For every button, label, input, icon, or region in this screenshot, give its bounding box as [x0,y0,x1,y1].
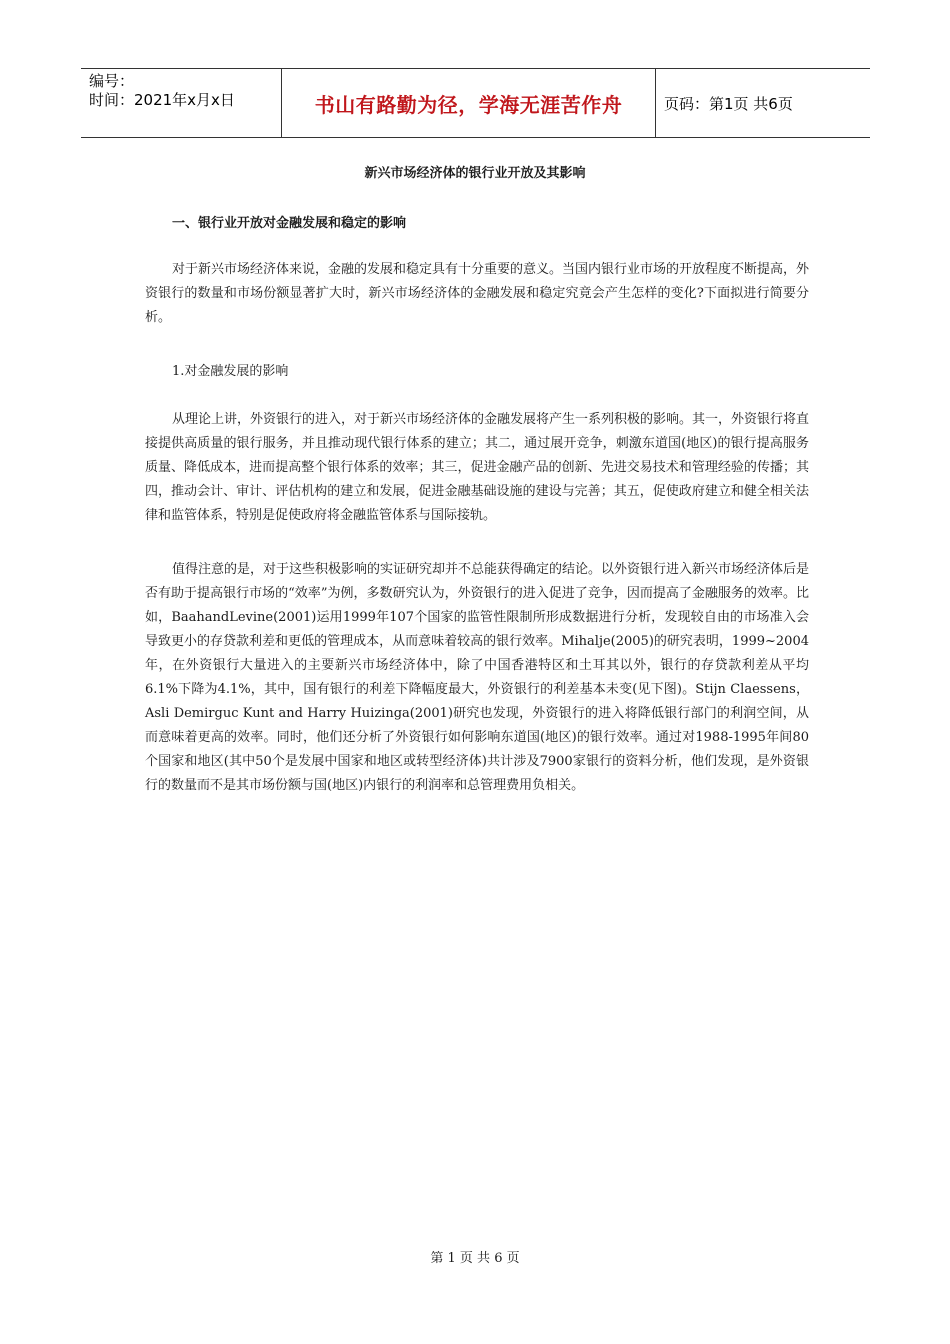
paragraph-3: 值得注意的是，对于这些积极影响的实证研究却并不总能获得确定的结论。以外资银行进入新兴市场经济体后是否有助于提高银行市场的“效率”为例，多数研究认为，外资银行的进入促进了竞争，因而提高了金融服务的效率。比如，BaahandLevine(2001)运用1999年107个国家的监管性限制所形成数据进行分析，发现较自由的市场准入会导致更小的存贷款利差和更低的管理成本，从而意味着较高的银行效率。Mihalje(2005)的研究表明，1999~2004年，在外资银行大量进入的主要新兴市场经济体中，除了中国香港特区和土耳其以外，银行的存贷款利差从平均6.1%下降为4.1%，其中，国有银行的利差下降幅度最大，外资银行的利差基本未变(见下图)。Stijn Claessens，Asli Demirguc Kunt and Harry Huizinga(2001)研究也发现，外资银行的进入将降低银行部门的利润空间，从而意味着更高的效率。同时，他们还分析了外资银行如何影响东道国(地区)的银行效率。通过对1988-1995年间80个国家和地区(其中50个是发展中国家和地区或转型经济体)共计涉及7900家银行的资料分析，他们发现，是外资银行的数量而不是其市场份额与国(地区)内银行的利润率和总管理费用负相关。 [145,562,810,793]
doc-number-label: 编号： [89,72,135,90]
header-page-info: 页码：第1页 共6页 [664,94,793,113]
header-meta [81,69,281,137]
document-title: 新兴市场经济体的银行业开放及其影响 [364,166,586,181]
date-line: 时间：2021年x月x日 [89,91,235,109]
subheading-1: 1.对金融发展的影响 [172,364,289,379]
header-motto: 书山有路勤为径，学海无涯苦作舟 [281,69,656,137]
paragraph-2: 从理论上讲，外资银行的进入，对于新兴市场经济体的金融发展将产生一系列积极的影响。其一，外资银行将直接提供高质量的银行服务，并且推动现代银行体系的建立；其二，通过展开竞争，刺激东道国(地区)的银行提高服务质量、降低成本，进而提高整个银行体系的效率；其三，促进金融产品的创新、先进交易技术和管理经验的传播；其四，推动会计、审计、评估机构的建立和发展，促进金融基础设施的建设与完善；其五，促使政府建立和健全相关法律和监管体系，特别是促使政府将金融监管体系与国际接轨。 [145,412,810,523]
document-header [81,68,870,138]
page-footer: 第 1 页 共 6 页 [430,1251,520,1266]
section-heading: 一、银行业开放对金融发展和稳定的影响 [172,216,407,231]
paragraph-1: 对于新兴市场经济体来说，金融的发展和稳定具有十分重要的意义。当国内银行业市场的开放程度不断提高，外资银行的数量和市场份额显著扩大时，新兴市场经济体的金融发展和稳定究竟会产生怎样的变化?下面拟进行简要分析。 [145,262,810,325]
